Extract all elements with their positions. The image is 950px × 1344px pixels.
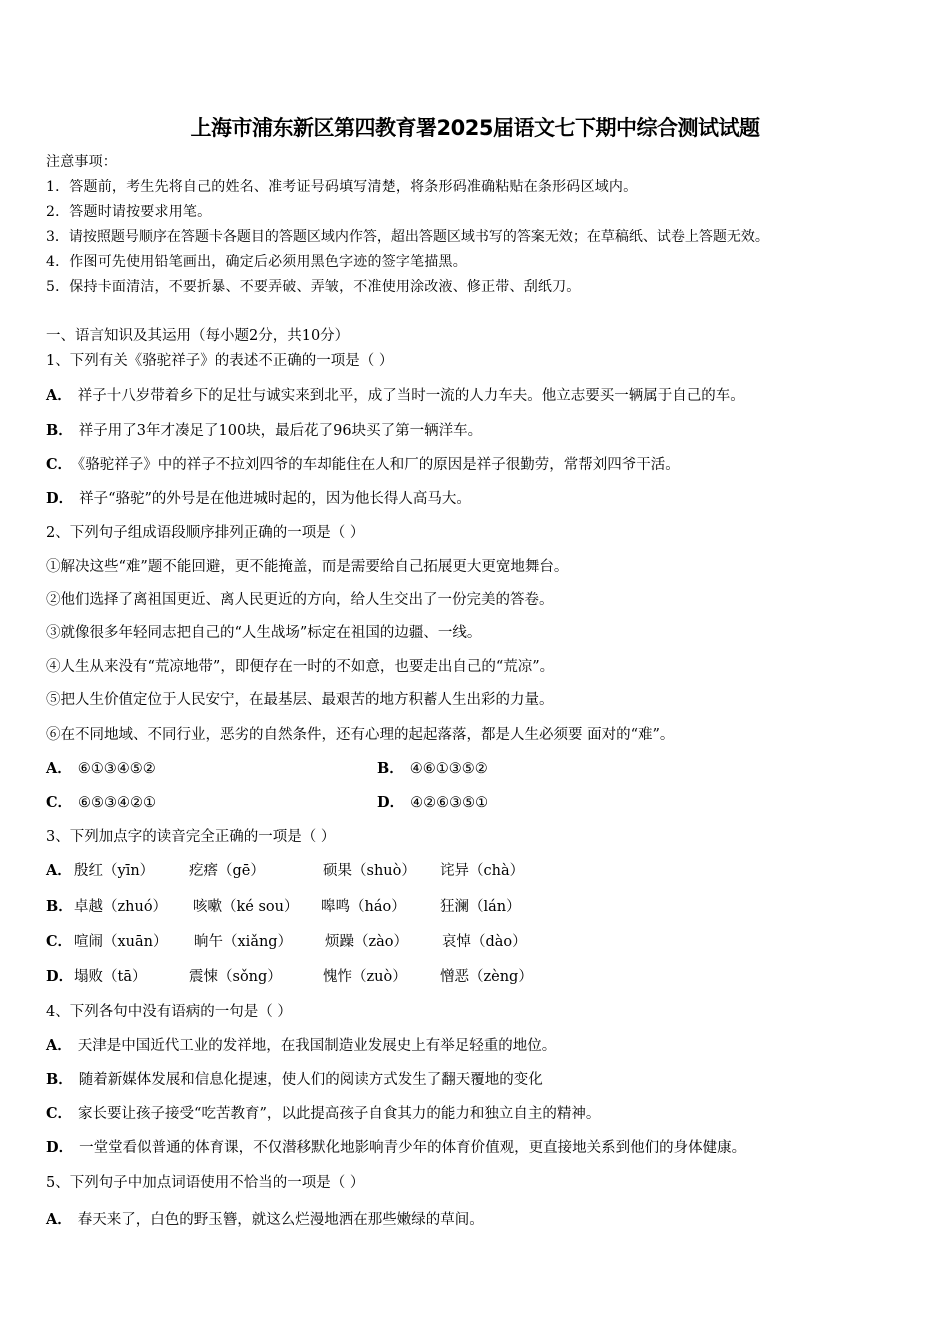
option-text: 《骆驼祥子》中的祥子不拉刘四爷的车却能住在人和厂的原因是祥子很勤劳，常帮刘四爷干活。 (78, 457, 680, 473)
q3-word: 烦躁（zào） (325, 934, 409, 950)
q3-word: 憎恶（zèng） (440, 969, 533, 985)
q1-option-a (46, 386, 745, 406)
notice-item: 4．作图可先使用铅笔画出，确定后必须用黑色字迹的签字笔描黑。 (46, 254, 467, 270)
q3-word: 狂澜（lán） (440, 899, 521, 915)
q3-word: 殷红（yīn） (74, 863, 155, 879)
option-label: A． (46, 387, 72, 404)
q3-word: 咳嗽（ké sou） (193, 899, 299, 915)
option-text: 一堂堂看似普通的体育课，不仅潜移默化地影响青少年的体育价值观，更直接地关系到他们的身体健康。 (79, 1140, 747, 1156)
q4-option-a (46, 1036, 556, 1056)
option-text: ⑥⑤③④②① (78, 795, 157, 811)
option-label: B． (46, 422, 73, 439)
notice-item: 3．请按照题号顺序在答题卡各题目的答题区域内作答，超出答题区域书写的答案无效；在草稿纸、试卷上答题无效。 (46, 229, 769, 245)
q1-option-b (46, 421, 482, 441)
option-label: D． (46, 1139, 74, 1156)
q2-sentence: ⑤把人生价值定位于人民安宁，在最基层、最艰苦的地方积蓄人生出彩的力量。 (46, 692, 554, 708)
option-label: C． (46, 1105, 73, 1122)
option-text: 家长要让孩子接受“吃苦教育”，以此提高孩子自食其力的能力和独立自主的精神。 (78, 1106, 601, 1122)
q3-option-a (46, 861, 78, 881)
option-label: B． (46, 898, 73, 915)
q2-sentence: ②他们选择了离祖国更近、离人民更近的方向，给人生交出了一份完美的答卷。 (46, 592, 554, 608)
q3-word: 愧怍（zuò） (323, 969, 407, 985)
option-label: A． (46, 760, 72, 777)
notice-item: 5．保持卡面清洁，不要折暴、不要弄破、弄皱，不准使用涂改液、修正带、刮纸刀。 (46, 279, 581, 295)
q2-sentence: ③就像很多年轻同志把自己的“人生战场”标定在祖国的边疆、一线。 (46, 625, 482, 641)
question-3-stem: 3、下列加点字的读音完全正确的一项是（ ） (46, 829, 336, 845)
option-text: ⑥①③④⑤② (77, 761, 156, 777)
q2-option-a (46, 759, 156, 779)
q3-word: 诧异（chà） (440, 863, 525, 879)
option-text: 祥子“骆驼”的外号是在他进城时起的，因为他长得人高马大。 (79, 491, 471, 507)
q3-word: 嗥鸣（háo） (321, 899, 406, 915)
option-text: 祥子用了3年才凑足了100块，最后花了96块买了第一辆洋车。 (78, 423, 483, 439)
q3-word: 喧闹（xuān） (74, 934, 168, 950)
q3-word: 震悚（sǒng） (189, 969, 282, 985)
option-text: 春天来了，白色的野玉簪，就这么烂漫地洒在那些嫩绿的草间。 (77, 1212, 484, 1228)
q2-sentence: ⑥在不同地域、不同行业，恶劣的自然条件，还有心理的起起落落，都是人生必须要 面对的“难”。 (46, 727, 675, 743)
q1-option-d (46, 489, 471, 509)
q3-word: 晌午（xiǎng） (194, 934, 293, 950)
notice-item: 1．答题前，考生先将自己的姓名、准考证号码填写清楚，将条形码准确粘贴在条形码区域内。 (46, 179, 638, 195)
option-text: 随着新媒体发展和信息化提速，使人们的阅读方式发生了翻天覆地的变化 (78, 1072, 543, 1088)
option-label: A． (46, 1037, 72, 1054)
q2-option-c (46, 793, 156, 813)
q4-option-d (46, 1138, 746, 1158)
q3-word: 塌败（tā） (74, 969, 147, 985)
q3-word: 硕果（shuò） (323, 863, 416, 879)
notice-heading: 注意事项： (46, 154, 117, 170)
q4-option-b (46, 1070, 543, 1090)
q2-sentence: ④人生从来没有“荒凉地带”，即便存在一时的不如意，也要走出自己的“荒凉”。 (46, 659, 555, 675)
page-title: 上海市浦东新区第四教育署2025届语文七下期中综合测试试题 (190, 116, 760, 140)
option-label: D． (377, 794, 405, 811)
q3-word: 疙瘩（gē） (189, 863, 265, 879)
option-label: B． (46, 1071, 73, 1088)
q4-option-c (46, 1104, 600, 1124)
option-text: 天津是中国近代工业的发祥地，在我国制造业发展史上有举足轻重的地位。 (77, 1038, 557, 1054)
option-label: C． (46, 456, 73, 473)
option-text: ④⑥①③⑤② (409, 761, 488, 777)
q2-option-d (377, 793, 488, 813)
q1-option-c (46, 455, 680, 475)
option-label: D． (46, 968, 74, 985)
option-text: 祥子十八岁带着乡下的足壮与诚实来到北平，成了当时一流的人力车夫。他立志要买一辆属于自己的车。 (77, 388, 745, 404)
question-5-stem: 5、下列句子中加点词语使用不恰当的一项是（ ） (46, 1175, 365, 1191)
q2-option-b (377, 759, 488, 779)
option-label: C． (46, 933, 73, 950)
option-label: D． (46, 490, 74, 507)
q3-word: 卓越（zhuó） (74, 899, 168, 915)
q5-option-a (46, 1210, 484, 1230)
option-label: B． (377, 760, 404, 777)
option-label: A． (46, 1211, 72, 1228)
question-1-stem: 1、下列有关《骆驼祥子》的表述不正确的一项是（ ） (46, 353, 394, 369)
option-text: ④②⑥③⑤① (410, 795, 489, 811)
option-label: A． (46, 862, 72, 879)
question-2-stem: 2、下列句子组成语段顺序排列正确的一项是（ ） (46, 525, 365, 541)
option-label: C． (46, 794, 73, 811)
section-heading: 一、语言知识及其运用（每小题2分，共10分） (46, 328, 350, 344)
question-4-stem: 4、下列各句中没有语病的一句是（ ） (46, 1004, 292, 1020)
q3-word: 哀悼（dào） (442, 934, 527, 950)
notice-item: 2．答题时请按要求用笔。 (46, 204, 212, 220)
q2-sentence: ①解决这些“难”题不能回避，更不能掩盖，而是需要给自己拓展更大更宽地舞台。 (46, 559, 569, 575)
